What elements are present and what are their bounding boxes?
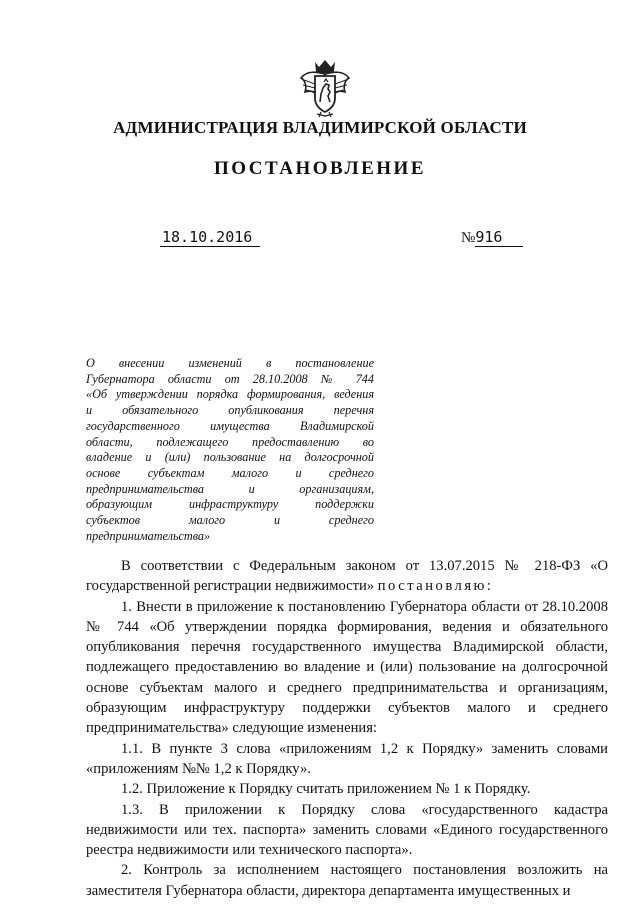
document-subject (86, 356, 374, 544)
paragraph-1: 1. Внести в приложение к постановлению Губернатора области от 28.10.2008 № 744 «Об утверждении порядка формирования, ведения и обязательного опубликования перечня государственного имущества Владимирской области, подлежащего предоставлению во владение и (или) пользование на долгосрочной основе субъектам малого и среднего предпринимательства и организациям, образующим инфраструктуру поддержки субъектов малого и среднего предпринимательства» следующие изменения: (86, 598, 608, 737)
intro-text: В соответствии с Федеральным законом от 13.07.2015 № 218-ФЗ «О государственной регистрации недвижимости» (86, 558, 608, 595)
number-value: 916 (475, 229, 523, 247)
document-body (86, 556, 608, 901)
document-type-title: ПОСТАНОВЛЕНИЕ (213, 158, 427, 179)
subject-line: образующим инфраструктуру поддержки (86, 497, 374, 512)
subject-line: и обязательного опубликования перечня (86, 403, 374, 418)
subject-line: предпринимательства и организациям, (86, 481, 374, 496)
subject-line: субъектов малого и среднего (86, 513, 374, 528)
intro-paragraph (86, 556, 608, 597)
paragraph-1-2: 1.2. Приложение к Порядку считать приложением № 1 к Порядку. (121, 781, 531, 798)
coat-of-arms-icon (297, 58, 353, 118)
subject-line: основе субъектам малого и среднего (86, 465, 374, 480)
subject-line: области, подлежащего предоставлению во (86, 434, 374, 449)
paragraph-1-1: 1.1. В пункте 3 слова «приложениям 1,2 к Порядку» заменить словами «приложениям №№ 1,2 к Порядку». (86, 740, 608, 777)
paragraph-2: 2. Контроль за исполнением настоящего постановления возложить на заместителя Губернатора области, директора департамента имущественных и (86, 862, 608, 899)
subject-line: О внесении изменений в постановление (86, 356, 374, 370)
subject-line: владение и (или) пользование на долгосрочной (86, 450, 374, 465)
subject-line: предпринимательства» (86, 528, 211, 543)
number-prefix: № (461, 230, 476, 246)
subject-line: государственного имущества Владимирской (86, 418, 374, 433)
subject-line: «Об утверждении порядка формирования, ведения (86, 387, 374, 402)
organization-title: АДМИНИСТРАЦИЯ ВЛАДИМИРСКОЙ ОБЛАСТИ (113, 118, 527, 137)
subject-line: Губернатора области от 28.10.2008 № 744 (86, 371, 374, 386)
document-number (461, 229, 523, 247)
document-date: 18.10.2016 (160, 229, 260, 247)
resolve-word: постановляю: (377, 578, 494, 595)
paragraph-1-3: 1.3. В приложении к Порядку слова «государственного кадастра недвижимости или тех. паспорта» заменить словами «Единого государственного реестра недвижимости или технического паспорта». (86, 801, 608, 859)
